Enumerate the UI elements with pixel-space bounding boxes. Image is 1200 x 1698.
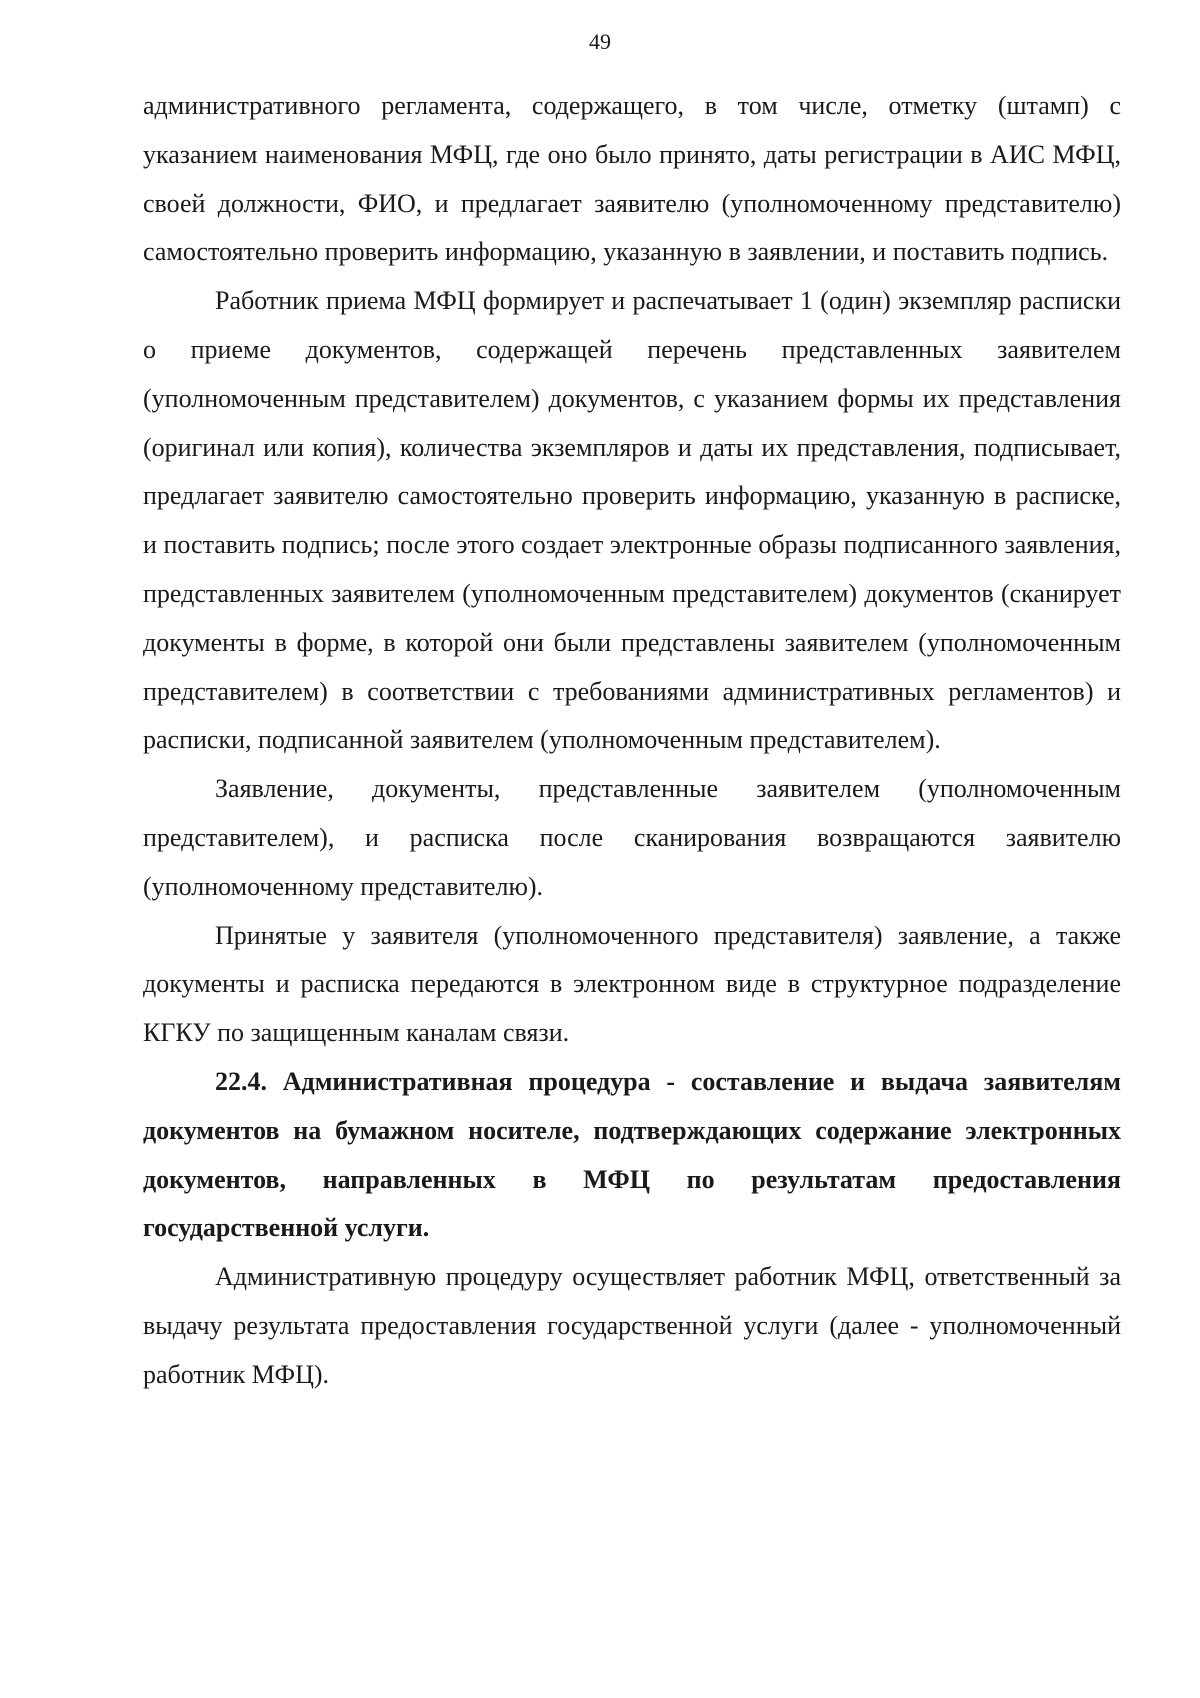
- page-number: 49: [589, 29, 611, 54]
- section-heading-22-4: 22.4. Административная процедура - составление и выдача заявителям документов на бумажном носителе, подтверждающих содержание электронных документов, направленных в МФЦ по результатам предоставления государственной услуги.: [143, 1066, 1121, 1243]
- paragraph-continuation: административного регламента, содержащего, в том числе, отметку (штамп) с указанием наименования МФЦ, где оно было принято, даты регистрации в АИС МФЦ, своей должности, ФИО, и предлагает заявителю (уполномоченному представителю) самостоятельно проверить информацию, указанную в заявлении, и поставить подпись.: [143, 91, 1121, 267]
- paragraph-receipt: Работник приема МФЦ формирует и распечатывает 1 (один) экземпляр расписки о приеме документов, содержащей перечень представленных заявителем (уполномоченным представителем) документов, с указанием формы их представления (оригинал или копия), количества экземпляров и даты их представления, подписывает, предлагает заявителю самостоятельно проверить информацию, указанную в расписке, и поставить подпись; после этого создает электронные образы подписанного заявления, представленных заявителем (уполномоченным представителем) документов (сканирует документы в форме, в которой они были представлены заявителем (уполномоченным представителем) в соответствии с требованиями административных регламентов) и расписки, подписанной заявителем (уполномоченным представителем).: [143, 286, 1121, 755]
- paragraph-transfer: Принятые у заявителя (уполномоченного представителя) заявление, а также документы и расписка передаются в электронном виде в структурное подразделение КГКУ по защищенным каналам связи.: [143, 920, 1121, 1048]
- paragraph-documents-returned: Заявление, документы, представленные заявителем (уполномоченным представителем), и расписка после сканирования возвращаются заявителю (уполномоченному представителю).: [143, 774, 1121, 901]
- document-body: [143, 82, 1121, 1400]
- paragraph-procedure: Административную процедуру осуществляет работник МФЦ, ответственный за выдачу результата предоставления государственной услуги (далее - уполномоченный работник МФЦ).: [143, 1262, 1121, 1389]
